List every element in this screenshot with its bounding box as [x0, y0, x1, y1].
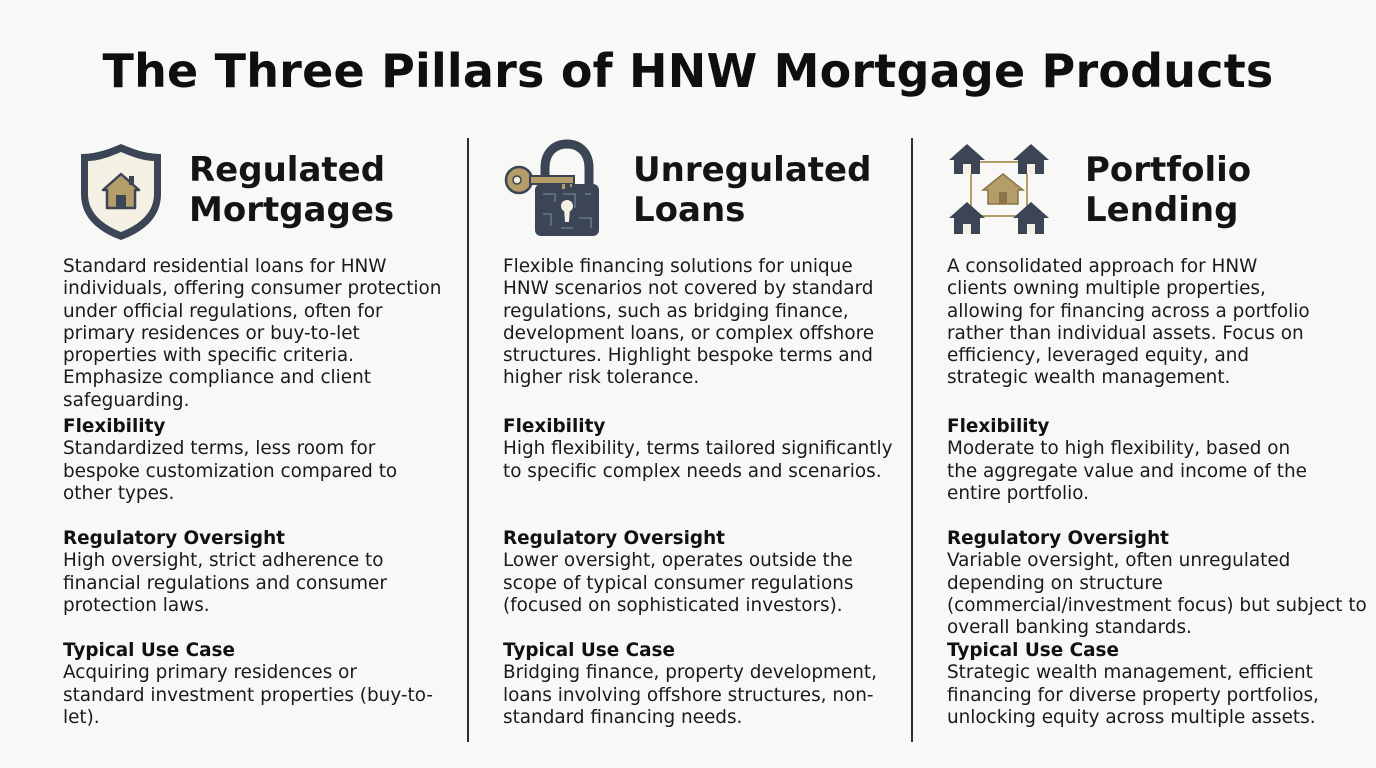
- usecase-text: Acquiring primary residences or standard investment properties (buy-to-let).: [63, 662, 433, 728]
- usecase-text: Bridging finance, property development, loans involving offshore structures, non-standard financing needs.: [503, 662, 877, 728]
- oversight-label: Regulatory Oversight: [947, 528, 1169, 549]
- pillar-unregulated: [503, 138, 905, 728]
- column-divider: [911, 138, 913, 742]
- pillar-regulated: [63, 138, 458, 728]
- pillar-heading: Regulated Mortgages: [189, 150, 395, 230]
- usecase-label: Typical Use Case: [63, 640, 235, 661]
- usecase-section: [947, 640, 1327, 729]
- pillar-description: Standard residential loans for HNW individuals, offering consumer protection under official regulations, often for primary residences or buy-to-let properties with specific criteria. Emphasize compliance and client safeguarding.: [63, 256, 442, 411]
- oversight-section: [63, 528, 453, 617]
- flexibility-label: Flexibility: [63, 416, 166, 437]
- usecase-section: [63, 640, 443, 729]
- pillar-heading: Unregulated Loans: [633, 150, 872, 230]
- flexibility-section: [947, 416, 1319, 505]
- column-divider: [467, 138, 469, 742]
- flexibility-section: [503, 416, 905, 483]
- property-portfolio-icon: [947, 138, 1051, 242]
- oversight-label: Regulatory Oversight: [63, 528, 285, 549]
- pillar-description: A consolidated approach for HNW clients owning multiple properties, allowing for financing across a portfolio rather than individual assets. Focus on efficiency, leveraged equity, and strategic wealth management.: [947, 256, 1310, 389]
- pillar-heading: Portfolio Lending: [1085, 150, 1252, 230]
- key-padlock-icon: [503, 138, 607, 242]
- oversight-section: [503, 528, 901, 617]
- flexibility-section: [63, 416, 418, 505]
- oversight-section: [947, 528, 1371, 639]
- usecase-label: Typical Use Case: [503, 640, 675, 661]
- shield-house-icon: [69, 140, 173, 244]
- flexibility-label: Flexibility: [503, 416, 606, 437]
- oversight-label: Regulatory Oversight: [503, 528, 725, 549]
- flexibility-label: Flexibility: [947, 416, 1050, 437]
- usecase-section: [503, 640, 905, 729]
- oversight-text: Lower oversight, operates outside the scope of typical consumer regulations (focused on sophisticated investors).: [503, 550, 854, 616]
- pillar-portfolio: [947, 138, 1371, 728]
- flexibility-text: Standardized terms, less room for bespoke customization compared to other types.: [63, 438, 398, 504]
- usecase-text: Strategic wealth management, efficient financing for diverse property portfolios, unlocking equity across multiple assets.: [947, 662, 1319, 728]
- usecase-label: Typical Use Case: [947, 640, 1119, 661]
- page-title: The Three Pillars of HNW Mortgage Products: [102, 44, 1274, 98]
- oversight-text: High oversight, strict adherence to financial regulations and consumer protection laws.: [63, 550, 387, 616]
- oversight-text: Variable oversight, often unregulated depending on structure (commercial/investment focus) but subject to overall banking standards.: [947, 550, 1367, 639]
- flexibility-text: High flexibility, terms tailored significantly to specific complex needs and scenarios.: [503, 438, 893, 482]
- flexibility-text: Moderate to high flexibility, based on the aggregate value and income of the entire portfolio.: [947, 438, 1307, 504]
- pillar-description: Flexible financing solutions for unique HNW scenarios not covered by standard regulations, such as bridging finance, development loans, or complex offshore structures. Highlight bespoke terms and higher risk tolerance.: [503, 256, 875, 389]
